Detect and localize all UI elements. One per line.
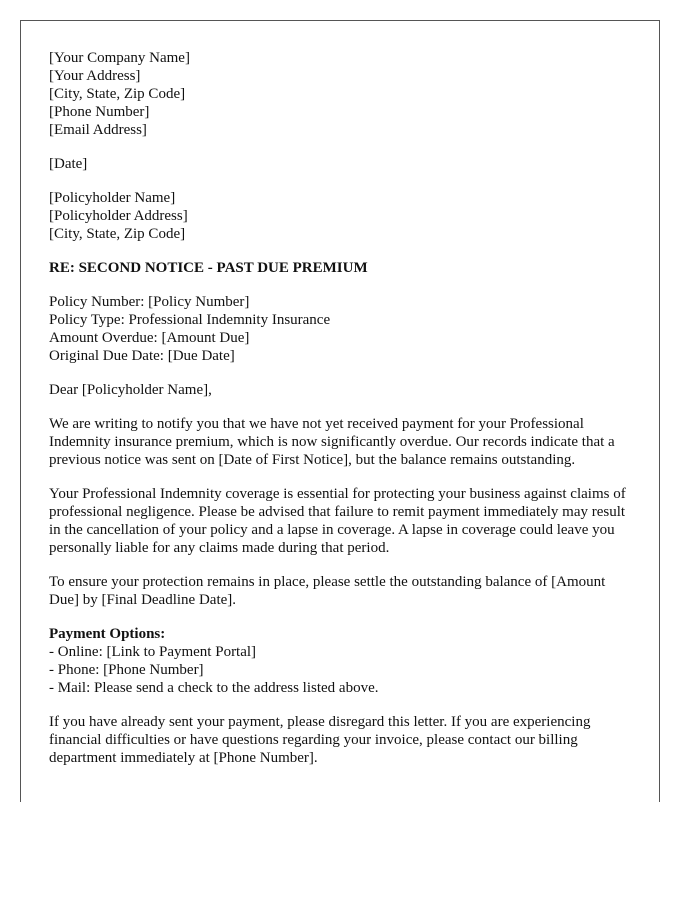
- body-paragraph-1: We are writing to notify you that we have not yet received payment for your Professional Indemnity insurance premium, which is now significantly overdue. Our records indicate that a previous notice was sent on [Date of First Notice], but the balance remains outstanding.: [49, 416, 615, 468]
- closing-paragraph: If you have already sent your payment, please disregard this letter. If you are experiencing financial difficulties or have questions regarding your invoice, please contact our billing department immediately at [Phone Number].: [49, 714, 591, 766]
- sender-email: [Email Address]: [49, 122, 147, 138]
- sender-company: [Your Company Name]: [49, 50, 190, 66]
- amount-overdue: Amount Overdue: [Amount Due]: [49, 330, 250, 346]
- sender-phone: [Phone Number]: [49, 104, 150, 120]
- letter-content: [49, 49, 633, 783]
- payment-option-phone: - Phone: [Phone Number]: [49, 662, 204, 678]
- policy-number: Policy Number: [Policy Number]: [49, 294, 250, 310]
- payment-option-mail: - Mail: Please send a check to the address listed above.: [49, 680, 379, 696]
- sender-city-state-zip: [City, State, Zip Code]: [49, 86, 186, 102]
- recipient-name: [Policyholder Name]: [49, 190, 176, 206]
- letter-date: [Date]: [49, 156, 88, 172]
- payment-options-block: [49, 625, 633, 697]
- body-paragraph-2: Your Professional Indemnity coverage is essential for protecting your business against claims of professional negligence. Please be advised that failure to remit payment immediately may result in the cancellation of your policy and a lapse in coverage. A lapse in coverage could leave you personally liable for any claims made during that period.: [49, 486, 626, 556]
- subject-block: [49, 259, 633, 277]
- recipient-block: [49, 189, 633, 243]
- sender-block: [49, 49, 633, 139]
- letter-page: [20, 20, 660, 802]
- recipient-city-state-zip: [City, State, Zip Code]: [49, 226, 186, 242]
- recipient-address: [Policyholder Address]: [49, 208, 188, 224]
- subject-line: RE: SECOND NOTICE - PAST DUE PREMIUM: [49, 260, 368, 276]
- payment-option-online: - Online: [Link to Payment Portal]: [49, 644, 257, 660]
- policy-info-block: [49, 293, 633, 365]
- payment-options-heading: Payment Options:: [49, 626, 166, 642]
- salutation-block: [49, 381, 633, 399]
- sender-address: [Your Address]: [49, 68, 141, 84]
- date-block: [49, 155, 633, 173]
- salutation: Dear [Policyholder Name],: [49, 382, 212, 398]
- body-paragraph-3: To ensure your protection remains in place, please settle the outstanding balance of [Amount Due] by [Final Deadline Date].: [49, 574, 606, 608]
- original-due-date: Original Due Date: [Due Date]: [49, 348, 235, 364]
- policy-type: Policy Type: Professional Indemnity Insurance: [49, 312, 331, 328]
